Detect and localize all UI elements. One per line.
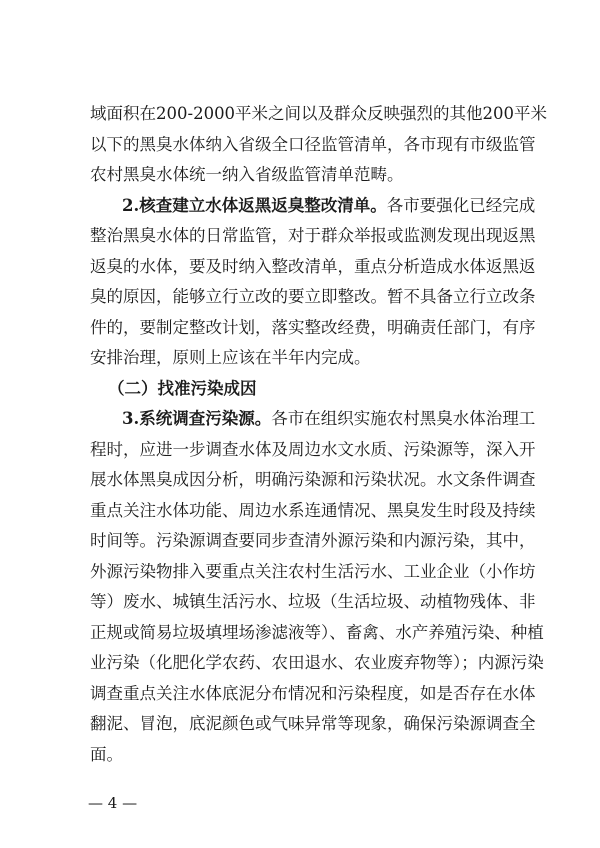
body-text-line: 整治黑臭水体的日常监管，对于群众举报或监测发现出现返黑 — [90, 226, 536, 245]
body-text-line: 等）废水、城镇生活污水、垃圾（生活垃圾、动植物残体、非 — [90, 592, 536, 611]
body-text-line: 农村黑臭水体统一纳入省级监管清单范畴。 — [90, 165, 404, 184]
body-text-line: 时间等。污染源调查要同步查清外源污染和内源污染，其中， — [90, 531, 536, 550]
body-text-line: 臭的原因，能够立行立改的要立即整改。暂不具备立行立改条 — [90, 287, 536, 306]
section-heading: （二）找准污染成因 — [108, 379, 257, 398]
body-text-line: 重点关注水体功能、周边水系连通情况、黑臭发生时段及持续 — [90, 501, 536, 520]
body-text: 各市要强化已经完成 — [386, 196, 536, 215]
body-text-line: 业污染（化肥化学农药、农田退水、农业废弃物等）；内源污染 — [90, 653, 544, 672]
body-text-line: 翻泥、冒泡，底泥颜色或气味异常等现象，确保污染源调查全 — [90, 714, 536, 733]
body-text-line: 外源污染物排入要重点关注农村生活污水、工业企业（小作坊 — [90, 562, 536, 581]
paragraph-first-line — [122, 196, 536, 216]
body-text-line: 以下的黑臭水体纳入省级全口径监管清单，各市现有市级监管 — [90, 135, 536, 154]
body-text: 各市在组织实施农村黑臭水体治理工 — [271, 409, 536, 428]
body-text-line: 展水体黑臭成因分析，明确污染源和污染状况。水文条件调查 — [90, 470, 536, 489]
item-heading: 2.核查建立水体返黑返臭整改清单。 — [122, 196, 387, 215]
page-number: — 4 — — [88, 794, 138, 812]
body-text-line: 返臭的水体，要及时纳入整改清单，重点分析造成水体返黑返 — [90, 257, 536, 276]
body-text-line: 面。 — [90, 745, 123, 764]
body-text-line: 件的，要制定整改计划，落实整改经费，明确责任部门，有序 — [90, 318, 536, 337]
body-text-line: 调查重点关注水体底泥分布情况和污染程度，如是否存在水体 — [90, 684, 536, 703]
body-text-line: 安排治理，原则上应该在半年内完成。 — [90, 348, 371, 367]
paragraph-first-line — [122, 409, 536, 429]
body-text-line: 正规或简易垃圾填埋场渗滤液等）、畜禽、水产养殖污染、种植 — [90, 623, 544, 642]
body-text-line: 域面积在200-2000平米之间以及群众反映强烈的其他200平米 — [90, 104, 548, 123]
body-text-line: 程时，应进一步调查水体及周边水文水质、污染源等，深入开 — [90, 440, 536, 459]
item-heading: 3.系统调查污染源。 — [122, 409, 272, 428]
